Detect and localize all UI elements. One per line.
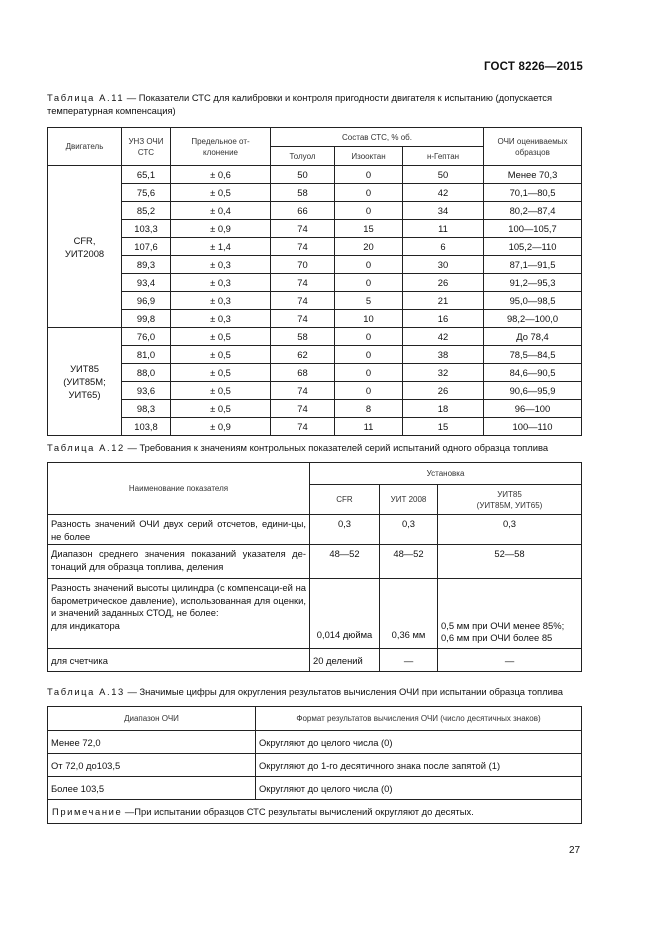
uns-cell: 65,1: [122, 166, 171, 184]
estimated-cell: 70,1—80,5: [484, 184, 582, 202]
heptane-cell: 11: [403, 220, 484, 238]
isooctane-cell: 10: [335, 310, 403, 328]
estimated-cell: 80,2—87,4: [484, 202, 582, 220]
t11-body: [48, 166, 582, 436]
table-row: [48, 382, 582, 400]
estimated-cell: 98,2—100,0: [484, 310, 582, 328]
t11-header-toluene: Толуол: [271, 147, 335, 166]
format-cell: Округляют до 1-го десятичного знака после запятой (1): [256, 754, 582, 777]
uns-cell: 89,3: [122, 256, 171, 274]
toluene-cell: 74: [271, 238, 335, 256]
toluene-cell: 58: [271, 328, 335, 346]
t12-row-4-uit2008: —: [380, 649, 438, 672]
range-cell: От 72,0 до103,5: [48, 754, 256, 777]
t12-header-uit85: [438, 485, 582, 515]
heptane-cell: 50: [403, 166, 484, 184]
isooctane-cell: 0: [335, 364, 403, 382]
uns-cell: 107,6: [122, 238, 171, 256]
isooctane-cell: 0: [335, 382, 403, 400]
isooctane-cell: 0: [335, 346, 403, 364]
limit-cell: ± 0,3: [171, 256, 271, 274]
limit-cell: ± 0,6: [171, 166, 271, 184]
isooctane-cell: 11: [335, 418, 403, 436]
limit-cell: ± 0,9: [171, 220, 271, 238]
t12-row-3-sub: для индикатора: [51, 619, 120, 631]
limit-cell: ± 0,5: [171, 400, 271, 418]
isooctane-cell: 0: [335, 166, 403, 184]
estimated-cell: Менее 70,3: [484, 166, 582, 184]
estimated-cell: 96—100: [484, 400, 582, 418]
isooctane-cell: 20: [335, 238, 403, 256]
uns-cell: 81,0: [122, 346, 171, 364]
heptane-cell: 6: [403, 238, 484, 256]
isooctane-cell: 0: [335, 202, 403, 220]
t12-row-1-uit85: 0,3: [438, 515, 582, 545]
uns-cell: 93,4: [122, 274, 171, 292]
limit-cell: ± 0,5: [171, 364, 271, 382]
standard-header: ГОСТ 8226—2015: [483, 61, 583, 73]
heptane-cell: 34: [403, 202, 484, 220]
isooctane-cell: 0: [335, 274, 403, 292]
t12-header-installation: Установка: [310, 463, 582, 485]
table-a13-title: — Значимые цифры для округления результатов вычисления ОЧИ при испытании образца топлива: [127, 686, 563, 697]
table-row: [48, 346, 582, 364]
t12-header-name: Наименование показателя: [48, 463, 310, 515]
table-a11-caption: [47, 91, 587, 117]
heptane-cell: 15: [403, 418, 484, 436]
uns-cell: 88,0: [122, 364, 171, 382]
toluene-cell: 50: [271, 166, 335, 184]
table-row: [48, 400, 582, 418]
estimated-cell: 100—110: [484, 418, 582, 436]
estimated-cell: 78,5—84,5: [484, 346, 582, 364]
heptane-cell: 30: [403, 256, 484, 274]
table-a13-caption: [47, 685, 587, 698]
t13-note-text: —При испытании образцов СТС результаты вычислений округляют до десятых.: [124, 806, 474, 817]
format-cell: Округляют до целого числа (0): [256, 731, 582, 754]
estimated-cell: 91,2—95,3: [484, 274, 582, 292]
t12-row-3-uit2008: 0,36 мм: [380, 579, 438, 649]
t11-header-estimated: ОЧИ оцениваемых образцов: [484, 128, 582, 166]
t12-row-4-cfr: 20 делений: [310, 649, 380, 672]
engine-cell: CFR, УИТ2008: [48, 166, 122, 328]
t12-row-3-uit85-line1: 0,5 мм при ОЧИ менее 85%;: [441, 619, 565, 631]
t11-header-isooctane: Изооктан: [335, 147, 403, 166]
toluene-cell: 70: [271, 256, 335, 274]
t12-row-3-name-cell: [48, 579, 310, 649]
table-row: [48, 274, 582, 292]
t11-header-engine: Двигатель: [48, 128, 122, 166]
table-row: [48, 202, 582, 220]
t12-row-4-name: для счетчика: [48, 649, 310, 672]
table-a13: [47, 706, 582, 824]
uns-cell: 75,6: [122, 184, 171, 202]
table-row: [48, 777, 582, 800]
limit-cell: ± 0,4: [171, 202, 271, 220]
isooctane-cell: 8: [335, 400, 403, 418]
table-row: [48, 731, 582, 754]
estimated-cell: 87,1—91,5: [484, 256, 582, 274]
limit-cell: ± 0,5: [171, 382, 271, 400]
t12-header-uit85-line2: (УИТ85М, УИТ65): [476, 500, 543, 510]
t12-row-2: [48, 545, 582, 579]
table-row: [48, 238, 582, 256]
t12-row-1-name: Разность значений ОЧИ двух серий отсчетов, едини-цы, не более: [48, 515, 310, 545]
isooctane-cell: 5: [335, 292, 403, 310]
format-cell: Округляют до целого числа (0): [256, 777, 582, 800]
heptane-cell: 38: [403, 346, 484, 364]
range-cell: Более 103,5: [48, 777, 256, 800]
limit-cell: ± 0,3: [171, 274, 271, 292]
estimated-cell: До 78,4: [484, 328, 582, 346]
isooctane-cell: 0: [335, 256, 403, 274]
table-a13-label: Таблица А.13: [47, 686, 125, 697]
table-a12-label: Таблица А.12: [47, 442, 125, 453]
limit-cell: ± 0,5: [171, 346, 271, 364]
estimated-cell: 90,6—95,9: [484, 382, 582, 400]
heptane-cell: 26: [403, 382, 484, 400]
t12-row-1-uit2008: 0,3: [380, 515, 438, 545]
heptane-cell: 18: [403, 400, 484, 418]
t12-header-uit85-line1: УИТ85: [497, 489, 522, 499]
t13-header-range: Диапазон ОЧИ: [48, 707, 256, 731]
uns-cell: 96,9: [122, 292, 171, 310]
table-row: [48, 166, 582, 184]
table-a12: [47, 462, 582, 672]
t13-body: [48, 731, 582, 800]
toluene-cell: 74: [271, 400, 335, 418]
t12-row-4-uit85: —: [438, 649, 582, 672]
t13-note: [48, 800, 582, 824]
heptane-cell: 42: [403, 184, 484, 202]
table-row: [48, 220, 582, 238]
t12-row-3-uit85-line2: 0,6 мм при ОЧИ более 85: [441, 632, 553, 644]
t12-header-cfr: CFR: [310, 485, 380, 515]
t12-row-3: [48, 579, 582, 649]
t12-row-2-name: Диапазон среднего значения показаний указателя де-тонаций для образца топлива, деления: [48, 545, 310, 579]
range-cell: Менее 72,0: [48, 731, 256, 754]
table-row: [48, 418, 582, 436]
t12-row-1-cfr: 0,3: [310, 515, 380, 545]
t12-row-4: [48, 649, 582, 672]
table-row: [48, 292, 582, 310]
limit-cell: ± 0,5: [171, 184, 271, 202]
t12-row-3-name: Разность значений высоты цилиндра (с компенсаци-ей на барометрическое давление), использованная для оценки, и значений заданных СТОД, не более:: [51, 582, 306, 619]
toluene-cell: 74: [271, 274, 335, 292]
table-a11-label: Таблица А.11: [47, 92, 125, 103]
heptane-cell: 32: [403, 364, 484, 382]
uns-cell: 85,2: [122, 202, 171, 220]
toluene-cell: 62: [271, 346, 335, 364]
t12-row-3-cfr: 0,014 дюйма: [310, 579, 380, 649]
toluene-cell: 74: [271, 310, 335, 328]
limit-cell: ± 0,5: [171, 328, 271, 346]
table-row: [48, 364, 582, 382]
engine-cell: УИТ85 (УИТ85М; УИТ65): [48, 328, 122, 436]
uns-cell: 93,6: [122, 382, 171, 400]
t13-header-format: Формат результатов вычисления ОЧИ (число десятичных знаков): [256, 707, 582, 731]
isooctane-cell: 0: [335, 328, 403, 346]
uns-cell: 98,3: [122, 400, 171, 418]
uns-cell: 99,8: [122, 310, 171, 328]
table-a11: [47, 127, 582, 436]
toluene-cell: 74: [271, 292, 335, 310]
estimated-cell: 105,2—110: [484, 238, 582, 256]
limit-cell: ± 0,9: [171, 418, 271, 436]
estimated-cell: 100—105,7: [484, 220, 582, 238]
toluene-cell: 74: [271, 382, 335, 400]
t12-row-2-cfr: 48—52: [310, 545, 380, 579]
heptane-cell: 42: [403, 328, 484, 346]
limit-cell: ± 0,3: [171, 310, 271, 328]
table-row: [48, 754, 582, 777]
toluene-cell: 74: [271, 418, 335, 436]
estimated-cell: 95,0—98,5: [484, 292, 582, 310]
toluene-cell: 66: [271, 202, 335, 220]
uns-cell: 103,3: [122, 220, 171, 238]
table-row: [48, 184, 582, 202]
table-row: [48, 328, 582, 346]
toluene-cell: 68: [271, 364, 335, 382]
t11-header-limit: Предельное от-клонение: [171, 128, 271, 166]
t12-row-1: [48, 515, 582, 545]
isooctane-cell: 0: [335, 184, 403, 202]
limit-cell: ± 0,3: [171, 292, 271, 310]
heptane-cell: 26: [403, 274, 484, 292]
t11-header-composition: Состав СТС, % об.: [271, 128, 484, 147]
table-row: [48, 256, 582, 274]
toluene-cell: 58: [271, 184, 335, 202]
t12-header-uit2008: УИТ 2008: [380, 485, 438, 515]
t11-header-heptane: н-Гептан: [403, 147, 484, 166]
t12-row-2-uit2008: 48—52: [380, 545, 438, 579]
heptane-cell: 16: [403, 310, 484, 328]
page-number: 27: [569, 845, 581, 856]
table-a12-caption: [47, 441, 587, 454]
uns-cell: 76,0: [122, 328, 171, 346]
table-a12-title: — Требования к значениям контрольных показателей серий испытаний одного образца топлива: [127, 442, 549, 453]
t12-row-2-uit85: 52—58: [438, 545, 582, 579]
uns-cell: 103,8: [122, 418, 171, 436]
estimated-cell: 84,6—90,5: [484, 364, 582, 382]
heptane-cell: 21: [403, 292, 484, 310]
table-a11-title: — Показатели СТС для калибровки и контроля пригодности двигателя к испытанию (допускается температурная компенсация): [47, 92, 553, 116]
limit-cell: ± 1,4: [171, 238, 271, 256]
table-row: [48, 310, 582, 328]
t11-header-uns: УНЗ ОЧИ СТС: [122, 128, 171, 166]
t12-row-3-uit85: [438, 579, 582, 649]
t13-note-label: Примечание: [52, 806, 123, 817]
isooctane-cell: 15: [335, 220, 403, 238]
toluene-cell: 74: [271, 220, 335, 238]
